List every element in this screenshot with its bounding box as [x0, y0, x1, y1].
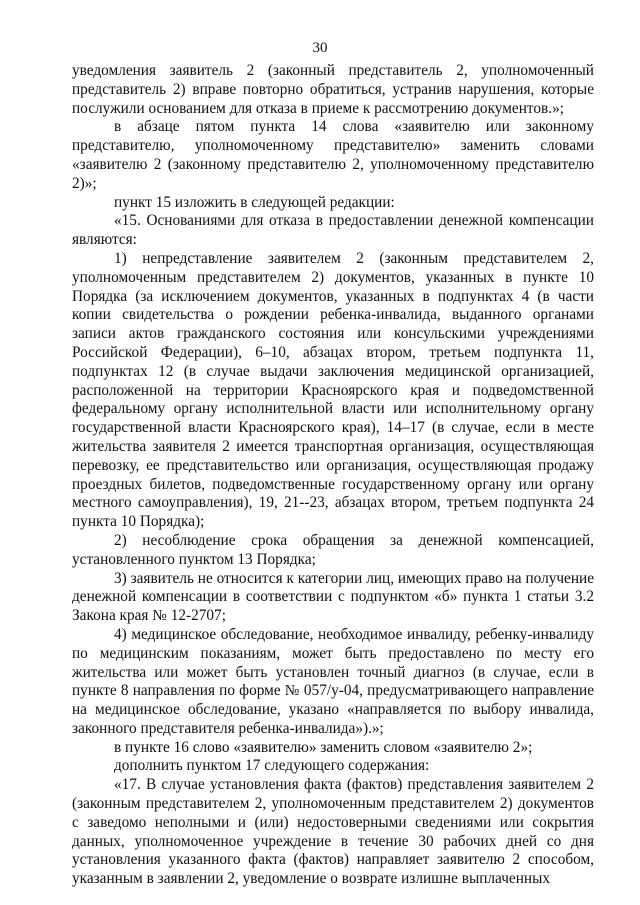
page-number: 30: [312, 40, 328, 56]
paragraph-point-17: «17. В случае установления факта (фактов) представления заявителем 2 (законным представителем 2, уполномоченным представителем 2) документов с заведомо неполными и (или) недостоверными сведениями или сокрытия данных, уполномоченное учреждение в течение 30 рабочих дней со дня установления указанного факта (фактов) направляет заявителю 2 способом, указанным в заявлении 2, уведомление о возврате излишне выплаченных: [72, 776, 594, 888]
paragraph-add-17-intro: дополнить пунктом 17 следующего содержания:: [114, 757, 430, 775]
paragraph-item-1: 1) непредставление заявителем 2 (законным представителем 2, уполномоченным представителем 2) документов, указанных в пункте 10 Порядка (за исключением документов, указанных в подпунктах 4 (в части копии свидетельства о рождении ребенка-инвалида, выданного органами записи актов гражданского состояния или консульскими учреждениями Российской Федерации), 6–10, абзацах втором, третьем подпункта 11, подпунктах 12 (в случае выдачи заключения медицинской организацией, расположенной на территории Красноярского края и подведомственной федеральному органу исполнительной власти или исполнительному органу государственной власти Красноярского края), 14–17 (в случае, если в месте жительства заявителя 2 имеется транспортная организация, осуществляющая перевозку, ее представительство или организация, осуществляющая продажу проездных билетов, подведомственные государственному органу или органу местного самоуправления), 19, 21--23, абзацах втором, третьем подпункта 24 пункта 10 Порядка);: [72, 249, 594, 531]
paragraph-amend-14: в абзаце пятом пункта 14 слова «заявителю или законному представителю, уполномоченному представителю» заменить словами «заявителю 2 (законному представителю 2, уполномоченному представителю 2)»;: [72, 118, 594, 192]
document-body: [72, 62, 594, 889]
paragraph-amend-16: в пункте 16 слово «заявителю» заменить словом «заявителю 2»;: [114, 738, 533, 756]
paragraph-item-3: 3) заявитель не относится к категории лиц, имеющих право на получение денежной компенсации в соответствии с подпунктом «б» пункта 1 статьи 3.2 Закона края № 12-2707;: [72, 569, 594, 625]
paragraph-item-2: 2) несоблюдение срока обращения за денежной компенсацией, установленного пунктом 13 Порядка;: [72, 531, 594, 568]
paragraph-point-15-intro: пункт 15 изложить в следующей редакции:: [114, 193, 395, 211]
paragraph-item-4: 4) медицинское обследование, необходимое инвалиду, ребенку-инвалиду по медицинским показаниям, может быть предоставлено по месту его жительства или может быть установлен точный диагноз (в случае, если в пункте 8 направления по форме № 057/у-04, предусматривающего направление на медицинское обследование, указано «направляется по выбору инвалида, законного представителя ребенка-инвалида»).»;: [72, 625, 594, 737]
paragraph-continuation: уведомления заявитель 2 (законный представитель 2, уполномоченный представитель 2) вправе повторно обратиться, устранив нарушения, которые послужили основанием для отказа в приеме к рассмотрению документов.»;: [72, 62, 594, 117]
paragraph-point-15: «15. Основаниями для отказа в предоставлении денежной компенсации являются:: [72, 212, 594, 249]
